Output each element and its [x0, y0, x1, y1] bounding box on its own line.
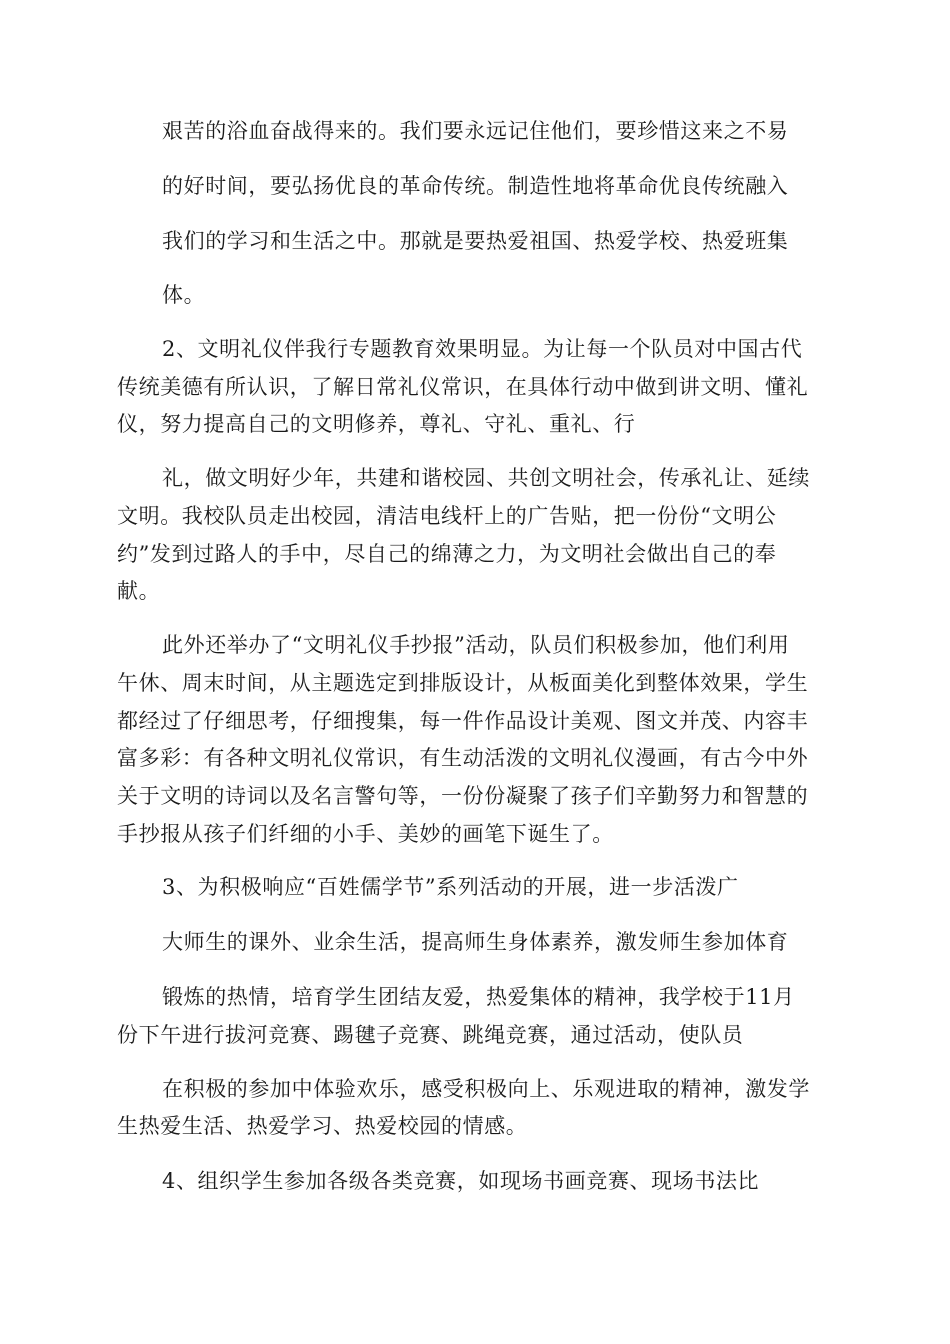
text-line: 富多彩：有各种文明礼仪常识，有生动活泼的文明礼仪漫画，有古今中外	[117, 746, 809, 770]
text-line: 午休、周末时间，从主题选定到排版设计，从板面美化到整体效果，学生	[117, 671, 809, 695]
text-line: 约”发到过路人的手中，尽自己的绵薄之力，为文明社会做出自己的奉	[117, 542, 777, 566]
text-line: 手抄报从孩子们纤细的小手、美妙的画笔下诞生了。	[117, 822, 614, 846]
text-line: 份下午进行拔河竞赛、踢毽子竞赛、跳绳竞赛，通过活动，使队员	[117, 1023, 744, 1047]
text-line: 关于文明的诗词以及名言警句等，一份份凝聚了孩子们辛勤努力和智慧的	[117, 784, 809, 808]
text-line: 仪，努力提高自己的文明修养，尊礼、守礼、重礼、行	[117, 412, 636, 436]
text-line: 我们的学习和生活之中。那就是要热爱祖国、热爱学校、热爱班集	[162, 229, 789, 253]
text-line: 礼，做文明好少年，共建和谐校园、共创文明社会，传承礼让、延续	[162, 466, 810, 490]
text-line: 艰苦的浴血奋战得来的。我们要永远记住他们，要珍惜这来之不易	[162, 119, 789, 143]
text-line: 献。	[117, 579, 161, 603]
text-line: 大师生的课外、业余生活，提高师生身体素养，激发师生参加体育	[162, 930, 789, 954]
text-line: 生热爱生活、热爱学习、热爱校园的情感。	[117, 1114, 528, 1138]
text-line: 文明。我校队员走出校园，清洁电线杆上的广告贴，把一份份“文明公	[117, 504, 777, 528]
text-line: 锻炼的热情，培育学生团结友爱，热爱集体的精神，我学校于11月	[162, 985, 795, 1009]
text-line: 2、文明礼仪伴我行专题教育效果明显。为让每一个队员对中国古代	[162, 337, 803, 361]
text-line: 都经过了仔细思考，仔细搜集，每一件作品设计美观、图文并茂、内容丰	[117, 709, 809, 733]
text-line: 传统美德有所认识，了解日常礼仪常识，在具体行动中做到讲文明、懂礼	[117, 375, 809, 399]
text-line: 4、组织学生参加各级各类竞赛，如现场书画竞赛、现场书法比	[162, 1169, 760, 1193]
text-line: 的好时间，要弘扬优良的革命传统。制造性地将革命优良传统融入	[162, 174, 789, 198]
text-line: 体。	[162, 283, 206, 307]
text-line: 在积极的参加中体验欢乐，感受积极向上、乐观进取的精神，激发学	[162, 1077, 810, 1101]
text-line: 此外还举办了“文明礼仪手抄报”活动，队员们积极参加，他们利用	[162, 633, 790, 657]
text-line: 3、为积极响应“百姓儒学节”系列活动的开展，进一步活泼广	[162, 875, 739, 899]
